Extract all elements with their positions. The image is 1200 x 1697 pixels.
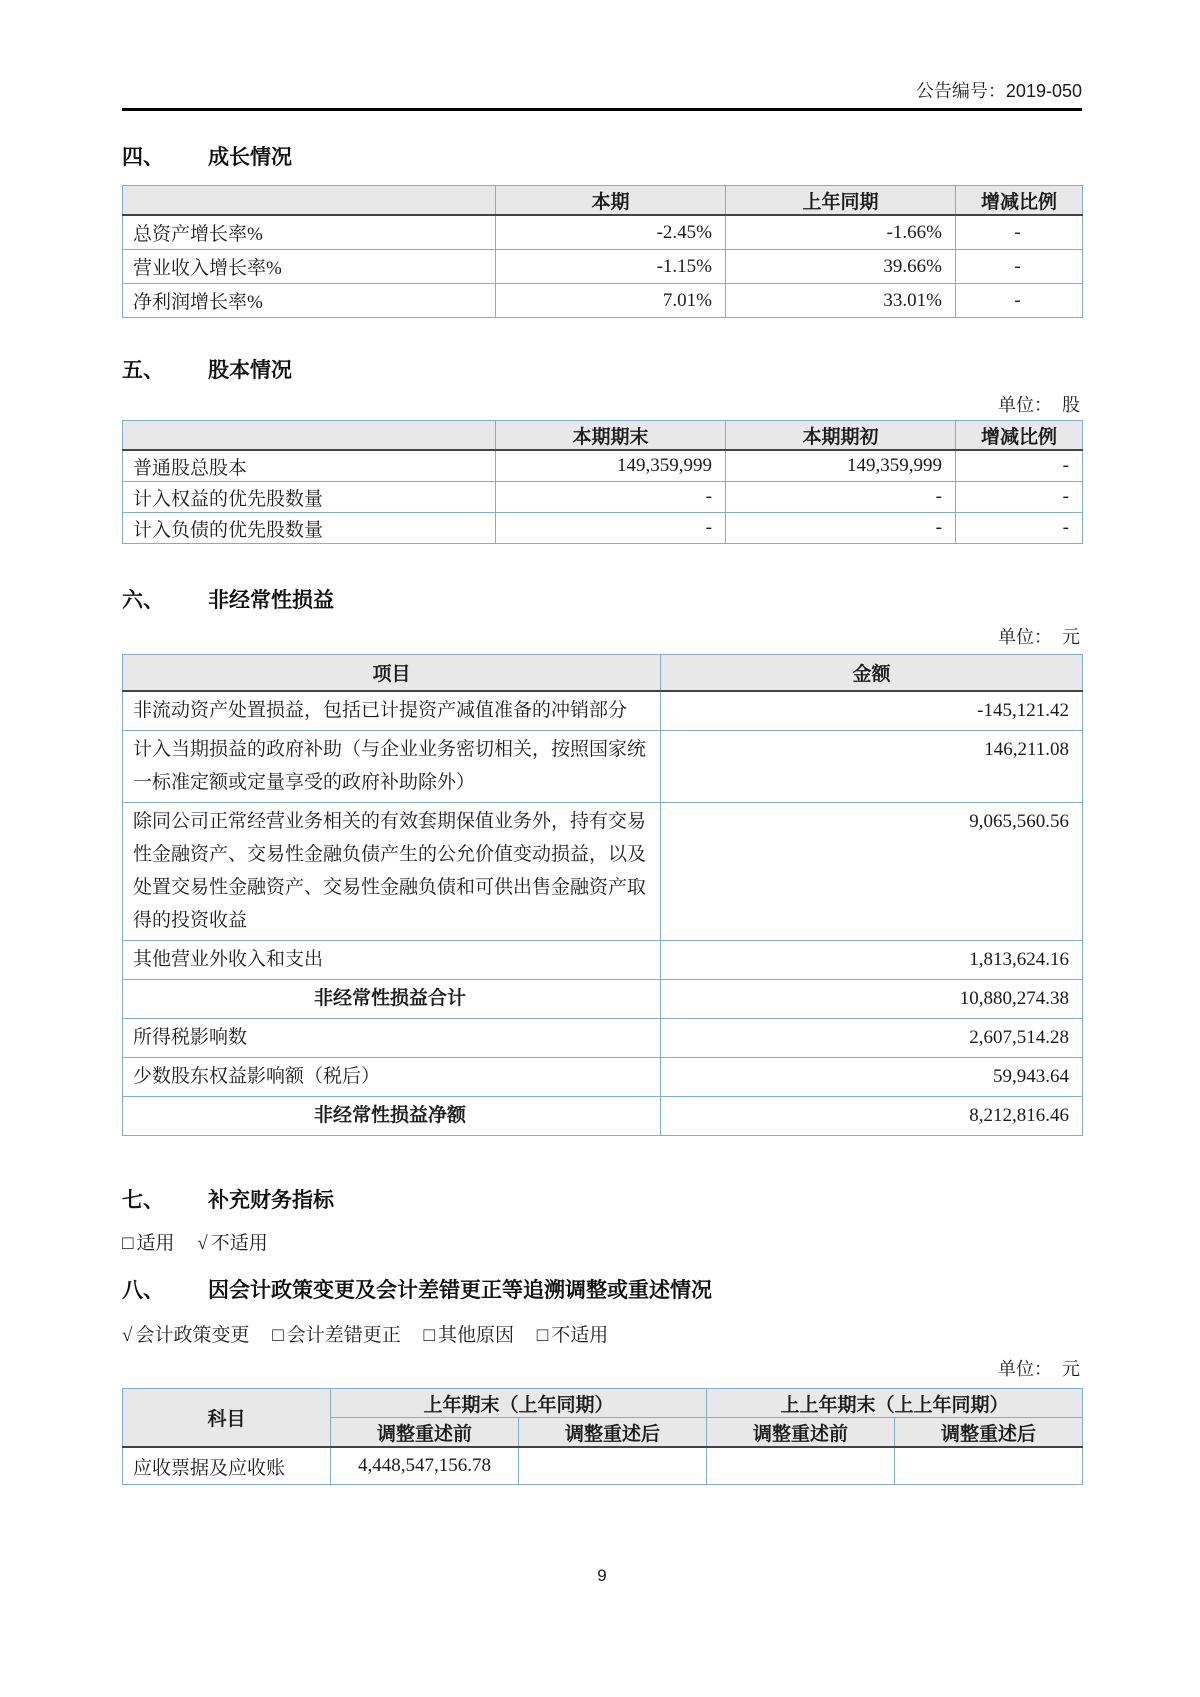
header-cell-prior: 上年同期 bbox=[726, 186, 956, 216]
cell-prior: -1.66% bbox=[726, 215, 956, 250]
option-applicable bbox=[122, 1233, 175, 1254]
row-item: 所得税影响数 bbox=[123, 1019, 661, 1058]
table-row bbox=[123, 941, 1083, 980]
row-label: 计入负债的优先股数量 bbox=[123, 513, 496, 544]
unit-label: 单位： bbox=[998, 1359, 1052, 1379]
cell-change: - bbox=[956, 284, 1083, 318]
cell-begin: - bbox=[726, 482, 956, 513]
row-item: 非经常性损益合计 bbox=[123, 980, 661, 1019]
table-row bbox=[123, 284, 1083, 318]
table-row bbox=[123, 1058, 1083, 1097]
cell-prior: 33.01% bbox=[726, 284, 956, 318]
option-policy-change bbox=[122, 1325, 249, 1346]
cell-value bbox=[895, 1447, 1083, 1485]
header-cell-period-begin: 本期期初 bbox=[726, 421, 956, 451]
section-title: 股本情况 bbox=[208, 359, 292, 382]
section-number: 五、 bbox=[122, 359, 164, 382]
cell-amount: 146,211.08 bbox=[661, 731, 1083, 803]
table-row bbox=[123, 482, 1083, 513]
row-item: 计入当期损益的政府补助（与企业业务密切相关，按照国家统一标准定额或定量享受的政府补助除外） bbox=[123, 731, 661, 803]
cell-change: - bbox=[956, 250, 1083, 284]
unit-label: 单位： bbox=[998, 395, 1052, 415]
row-item: 其他营业外收入和支出 bbox=[123, 941, 661, 980]
header-cell-empty bbox=[123, 186, 496, 216]
section-title: 因会计政策变更及会计差错更正等追溯调整或重述情况 bbox=[208, 1279, 712, 1302]
header-cell-period-end: 本期期末 bbox=[496, 421, 726, 451]
section-title: 非经常性损益 bbox=[208, 589, 334, 612]
checkbox-empty-icon: □ bbox=[423, 1325, 435, 1346]
header-cell-before-restatement: 调整重述前 bbox=[707, 1418, 895, 1448]
cell-amount: 10,880,274.38 bbox=[661, 980, 1083, 1019]
announcement-number: 2019-050 bbox=[1005, 81, 1082, 101]
row-label: 计入权益的优先股数量 bbox=[123, 482, 496, 513]
section-number: 四、 bbox=[122, 146, 164, 169]
cell-end: - bbox=[496, 482, 726, 513]
announcement-header bbox=[122, 0, 1082, 111]
table-row bbox=[123, 1019, 1083, 1058]
checkbox-empty-icon: □ bbox=[272, 1325, 284, 1346]
cell-amount: 2,607,514.28 bbox=[661, 1019, 1083, 1058]
option-label: 适用 bbox=[136, 1233, 175, 1254]
cell-end: 149,359,999 bbox=[496, 450, 726, 482]
cell-amount: 59,943.64 bbox=[661, 1058, 1083, 1097]
unit-line-yuan bbox=[122, 626, 1082, 648]
section-number: 八、 bbox=[122, 1279, 164, 1302]
option-label: 不适用 bbox=[551, 1325, 609, 1346]
table-row bbox=[123, 250, 1083, 284]
header-cell-amount: 金额 bbox=[661, 655, 1083, 692]
header-group-two-years-prior: 上上年期末（上上年同期） bbox=[707, 1389, 1083, 1418]
cell-amount: 8,212,816.46 bbox=[661, 1097, 1083, 1136]
header-group-prior-year: 上年期末（上年同期） bbox=[331, 1389, 707, 1418]
option-not-applicable bbox=[537, 1325, 609, 1346]
announcement-label: 公告编号： bbox=[915, 81, 1006, 101]
share-capital-table bbox=[122, 420, 1083, 544]
option-not-applicable bbox=[197, 1233, 267, 1254]
option-label: 不适用 bbox=[210, 1233, 268, 1254]
unit-label: 单位： bbox=[998, 627, 1052, 647]
section-heading-nonrecurring bbox=[122, 588, 1082, 614]
header-cell-empty bbox=[123, 421, 496, 451]
section-title: 补充财务指标 bbox=[208, 1189, 334, 1212]
page-content bbox=[122, 0, 1082, 1485]
unit-value: 股 bbox=[1062, 395, 1080, 415]
cell-current: 7.01% bbox=[496, 284, 726, 318]
table-row bbox=[123, 731, 1083, 803]
nonrecurring-table bbox=[122, 654, 1083, 1136]
unit-line-yuan bbox=[122, 1358, 1082, 1380]
table-row-subtotal bbox=[123, 980, 1083, 1019]
cell-begin: - bbox=[726, 513, 956, 544]
section-heading-restatement bbox=[122, 1278, 1082, 1304]
row-item: 非经常性损益净额 bbox=[123, 1097, 661, 1136]
header-cell-current: 本期 bbox=[496, 186, 726, 216]
section-heading-supplementary bbox=[122, 1188, 1082, 1214]
option-label: 会计政策变更 bbox=[135, 1325, 250, 1346]
section-number: 七、 bbox=[122, 1189, 164, 1212]
row-subject: 应收票据及应收账 bbox=[123, 1447, 331, 1485]
header-cell-change: 增减比例 bbox=[956, 186, 1083, 216]
checkbox-empty-icon: □ bbox=[536, 1325, 549, 1346]
cell-amount: 9,065,560.56 bbox=[661, 803, 1083, 941]
option-label: 其他原因 bbox=[437, 1325, 514, 1346]
cell-change: - bbox=[956, 450, 1083, 482]
checkmark-icon: √ bbox=[197, 1233, 208, 1254]
table-row bbox=[123, 215, 1083, 250]
table-header-row bbox=[123, 186, 1083, 216]
table-header-row bbox=[123, 421, 1083, 451]
header-cell-after-restatement: 调整重述后 bbox=[519, 1418, 707, 1448]
cell-value bbox=[707, 1447, 895, 1485]
table-header-row bbox=[123, 655, 1083, 692]
row-label: 营业收入增长率% bbox=[123, 250, 496, 284]
cell-current: -1.15% bbox=[496, 250, 726, 284]
cell-value bbox=[519, 1447, 707, 1485]
table-row bbox=[123, 450, 1083, 482]
cell-prior: 39.66% bbox=[726, 250, 956, 284]
option-label: 会计差错更正 bbox=[286, 1325, 401, 1346]
cell-end: - bbox=[496, 513, 726, 544]
header-cell-before-restatement: 调整重述前 bbox=[331, 1418, 519, 1448]
cell-amount: 1,813,624.16 bbox=[661, 941, 1083, 980]
table-row bbox=[123, 1447, 1083, 1485]
table-row bbox=[123, 803, 1083, 941]
checkbox-empty-icon: □ bbox=[122, 1233, 134, 1254]
cell-amount: -145,121.42 bbox=[661, 691, 1083, 731]
growth-table bbox=[122, 185, 1083, 318]
header-cell-item: 项目 bbox=[123, 655, 661, 692]
cell-change: - bbox=[956, 215, 1083, 250]
header-cell-subject: 科目 bbox=[123, 1389, 331, 1448]
unit-line-shares bbox=[122, 394, 1082, 416]
option-error-correction bbox=[272, 1325, 401, 1346]
table-row bbox=[123, 691, 1083, 731]
row-label: 净利润增长率% bbox=[123, 284, 496, 318]
header-cell-after-restatement: 调整重述后 bbox=[895, 1418, 1083, 1448]
header-cell-change: 增减比例 bbox=[956, 421, 1083, 451]
table-group-header-row bbox=[123, 1389, 1083, 1418]
table-row-total bbox=[123, 1097, 1083, 1136]
page-number: 9 bbox=[597, 1566, 607, 1585]
option-other-reason bbox=[423, 1325, 514, 1346]
section-title: 成长情况 bbox=[208, 146, 292, 169]
row-label: 总资产增长率% bbox=[123, 215, 496, 250]
table-row bbox=[123, 513, 1083, 544]
restatement-options bbox=[122, 1324, 1082, 1348]
checkmark-icon: √ bbox=[122, 1325, 133, 1346]
applicability-options bbox=[122, 1232, 1082, 1256]
cell-change: - bbox=[956, 482, 1083, 513]
row-item: 除同公司正常经营业务相关的有效套期保值业务外，持有交易性金融资产、交易性金融负债产生的公允价值变动损益，以及处置交易性金融资产、交易性金融负债和可供出售金融资产取得的投资收益 bbox=[123, 803, 661, 941]
section-number: 六、 bbox=[122, 589, 164, 612]
unit-value: 元 bbox=[1062, 627, 1080, 647]
unit-value: 元 bbox=[1062, 1359, 1080, 1379]
section-heading-share-capital bbox=[122, 358, 1082, 384]
cell-current: -2.45% bbox=[496, 215, 726, 250]
cell-begin: 149,359,999 bbox=[726, 450, 956, 482]
row-item: 非流动资产处置损益，包括已计提资产减值准备的冲销部分 bbox=[123, 691, 661, 731]
section-heading-growth bbox=[122, 145, 1082, 171]
row-label: 普通股总股本 bbox=[123, 450, 496, 482]
cell-value: 4,448,547,156.78 bbox=[331, 1447, 519, 1485]
row-item: 少数股东权益影响额（税后） bbox=[123, 1058, 661, 1097]
cell-change: - bbox=[956, 513, 1083, 544]
restatement-table bbox=[122, 1388, 1083, 1485]
